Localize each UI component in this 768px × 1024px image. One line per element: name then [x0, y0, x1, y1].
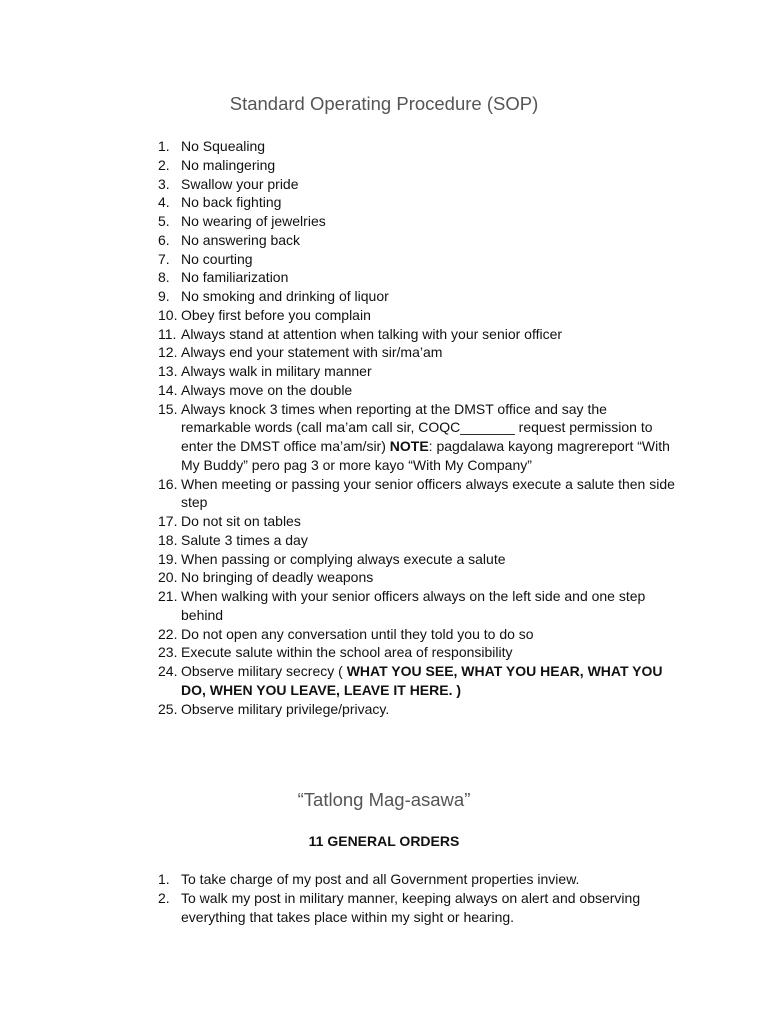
sop-item-number: 13.: [158, 363, 178, 379]
sop-item-text: When passing or complying always execute a salute: [181, 550, 506, 567]
sop-item-text: No answering back: [181, 231, 301, 248]
sop-item: [158, 287, 678, 306]
sop-item-text: [181, 400, 678, 475]
sop-item-text: Do not sit on tables: [181, 513, 301, 529]
sop-item-text: Always end your statement with sir/ma’am: [181, 344, 443, 361]
sop-item-text-part: Observe military secrecy (: [181, 663, 347, 679]
general-orders-list: [158, 870, 678, 926]
sop-item: [158, 512, 678, 531]
sop-item: [158, 531, 678, 550]
sop-item-number: 18.: [158, 531, 178, 548]
sop-item-text: No Squealing: [181, 138, 266, 154]
sop-item-text: Obey first before you complain: [181, 306, 371, 323]
sop-item: [158, 662, 678, 700]
sop-item-text: No courting: [181, 250, 253, 267]
sop-item-number: 8.: [158, 269, 170, 286]
sop-item-text: Observe military privilege/privacy.: [181, 700, 390, 717]
sop-item-text: Always walk in military manner: [181, 363, 372, 379]
sop-item-number: 2.: [158, 156, 170, 173]
sop-item-text: Always stand at attention when talking with your senior officer: [181, 325, 563, 342]
general-order-item: [158, 889, 678, 927]
general-order-text: To walk my post in military manner, keeping always on alert and observing everything that takes place within my sight or hearing.: [181, 889, 641, 925]
sop-item-text: [181, 662, 678, 700]
secrecy-motto: WHAT YOU SEE, WHAT YOU HEAR, WHAT YOU DO, WHEN YOU LEAVE, LEAVE IT HERE. ): [181, 663, 663, 698]
sop-item-number: 17.: [158, 513, 178, 529]
sop-item-text-part: Always knock 3 times when reporting at the DMST office and say the remarkable words (call ma’am call sir, COQC_______ request permission to enter the DMST office ma’am/sir): [181, 400, 653, 454]
sop-item: [158, 362, 678, 381]
sop-item-number: 19.: [158, 550, 178, 567]
sop-item-text: No familiarization: [181, 269, 289, 286]
sop-item: [158, 268, 678, 287]
sop-item: [158, 250, 678, 269]
sop-item-text: Always move on the double: [181, 381, 353, 398]
sop-item: [158, 587, 678, 625]
sop-item-text: No smoking and drinking of liquor: [181, 288, 389, 304]
sop-item-number: 7.: [158, 250, 170, 267]
general-orders-heading: 11 GENERAL ORDERS: [308, 833, 460, 849]
general-order-number: 2.: [158, 889, 170, 906]
general-order-text: To take charge of my post and all Government properties inview.: [181, 871, 580, 887]
sop-item-text: When walking with your senior officers always on the left side and one step behind: [181, 588, 646, 623]
general-order-item: [158, 870, 678, 889]
tatlong-mag-asawa-title: “Tatlong Mag-asawa”: [297, 789, 471, 810]
sop-item-text: No back fighting: [181, 194, 282, 211]
sop-item: [158, 475, 678, 513]
sop-item-number: 9.: [158, 288, 170, 304]
sop-item-number: 22.: [158, 625, 178, 642]
sop-item-text: Swallow your pride: [181, 175, 299, 192]
sop-item: [158, 137, 678, 156]
sop-item: [158, 156, 678, 175]
sop-item-number: 23.: [158, 644, 178, 661]
sop-item-number: 6.: [158, 231, 170, 248]
sop-item-number: 10.: [158, 306, 178, 323]
sop-item: [158, 193, 678, 212]
sop-item-number: 21.: [158, 588, 178, 604]
sop-item-number: 16.: [158, 475, 178, 492]
sop-item: [158, 643, 678, 662]
sop-item-text: No bringing of deadly weapons: [181, 569, 374, 586]
sop-item-number: 14.: [158, 381, 178, 398]
sop-item: [158, 400, 678, 475]
sop-item: [158, 212, 678, 231]
sop-list: [158, 137, 678, 718]
sop-item: [158, 625, 678, 644]
note-label: NOTE: [389, 438, 429, 454]
sop-item: [158, 306, 678, 325]
sop-item-number: 25.: [158, 700, 178, 717]
sop-item-text: When meeting or passing your senior officers always execute a salute then side step: [181, 475, 675, 511]
sop-item: [158, 550, 678, 569]
sop-item-number: 11.: [158, 325, 177, 342]
sop-item-number: 15.: [158, 400, 178, 417]
sop-item-number: 20.: [158, 569, 178, 586]
sop-item-text: No wearing of jewelries: [181, 213, 326, 229]
sop-item: [158, 325, 678, 344]
general-order-number: 1.: [158, 871, 170, 887]
sop-item: [158, 175, 678, 194]
sop-item: [158, 568, 678, 587]
sop-item-number: 4.: [158, 194, 170, 211]
sop-item-text: Do not open any conversation until they told you to do so: [181, 625, 534, 642]
sop-item-text: No malingering: [181, 156, 276, 173]
sop-item-text: Execute salute within the school area of responsibility: [181, 644, 513, 661]
sop-item-number: 1.: [158, 138, 170, 154]
sop-item-text: Salute 3 times a day: [181, 531, 308, 548]
sop-item: [158, 231, 678, 250]
sop-item-number: 3.: [158, 175, 170, 192]
sop-item-text-part: : pagdalawa kayong magrereport “With My Buddy” pero pag 3 or more kayo “With My Company”: [181, 438, 670, 473]
sop-title: Standard Operating Procedure (SOP): [229, 93, 539, 114]
sop-item: [158, 343, 678, 362]
sop-item: [158, 381, 678, 400]
sop-item-number: 12.: [158, 344, 178, 361]
sop-item-number: 24.: [158, 663, 178, 679]
sop-item-number: 5.: [158, 213, 170, 229]
sop-item: [158, 700, 678, 719]
